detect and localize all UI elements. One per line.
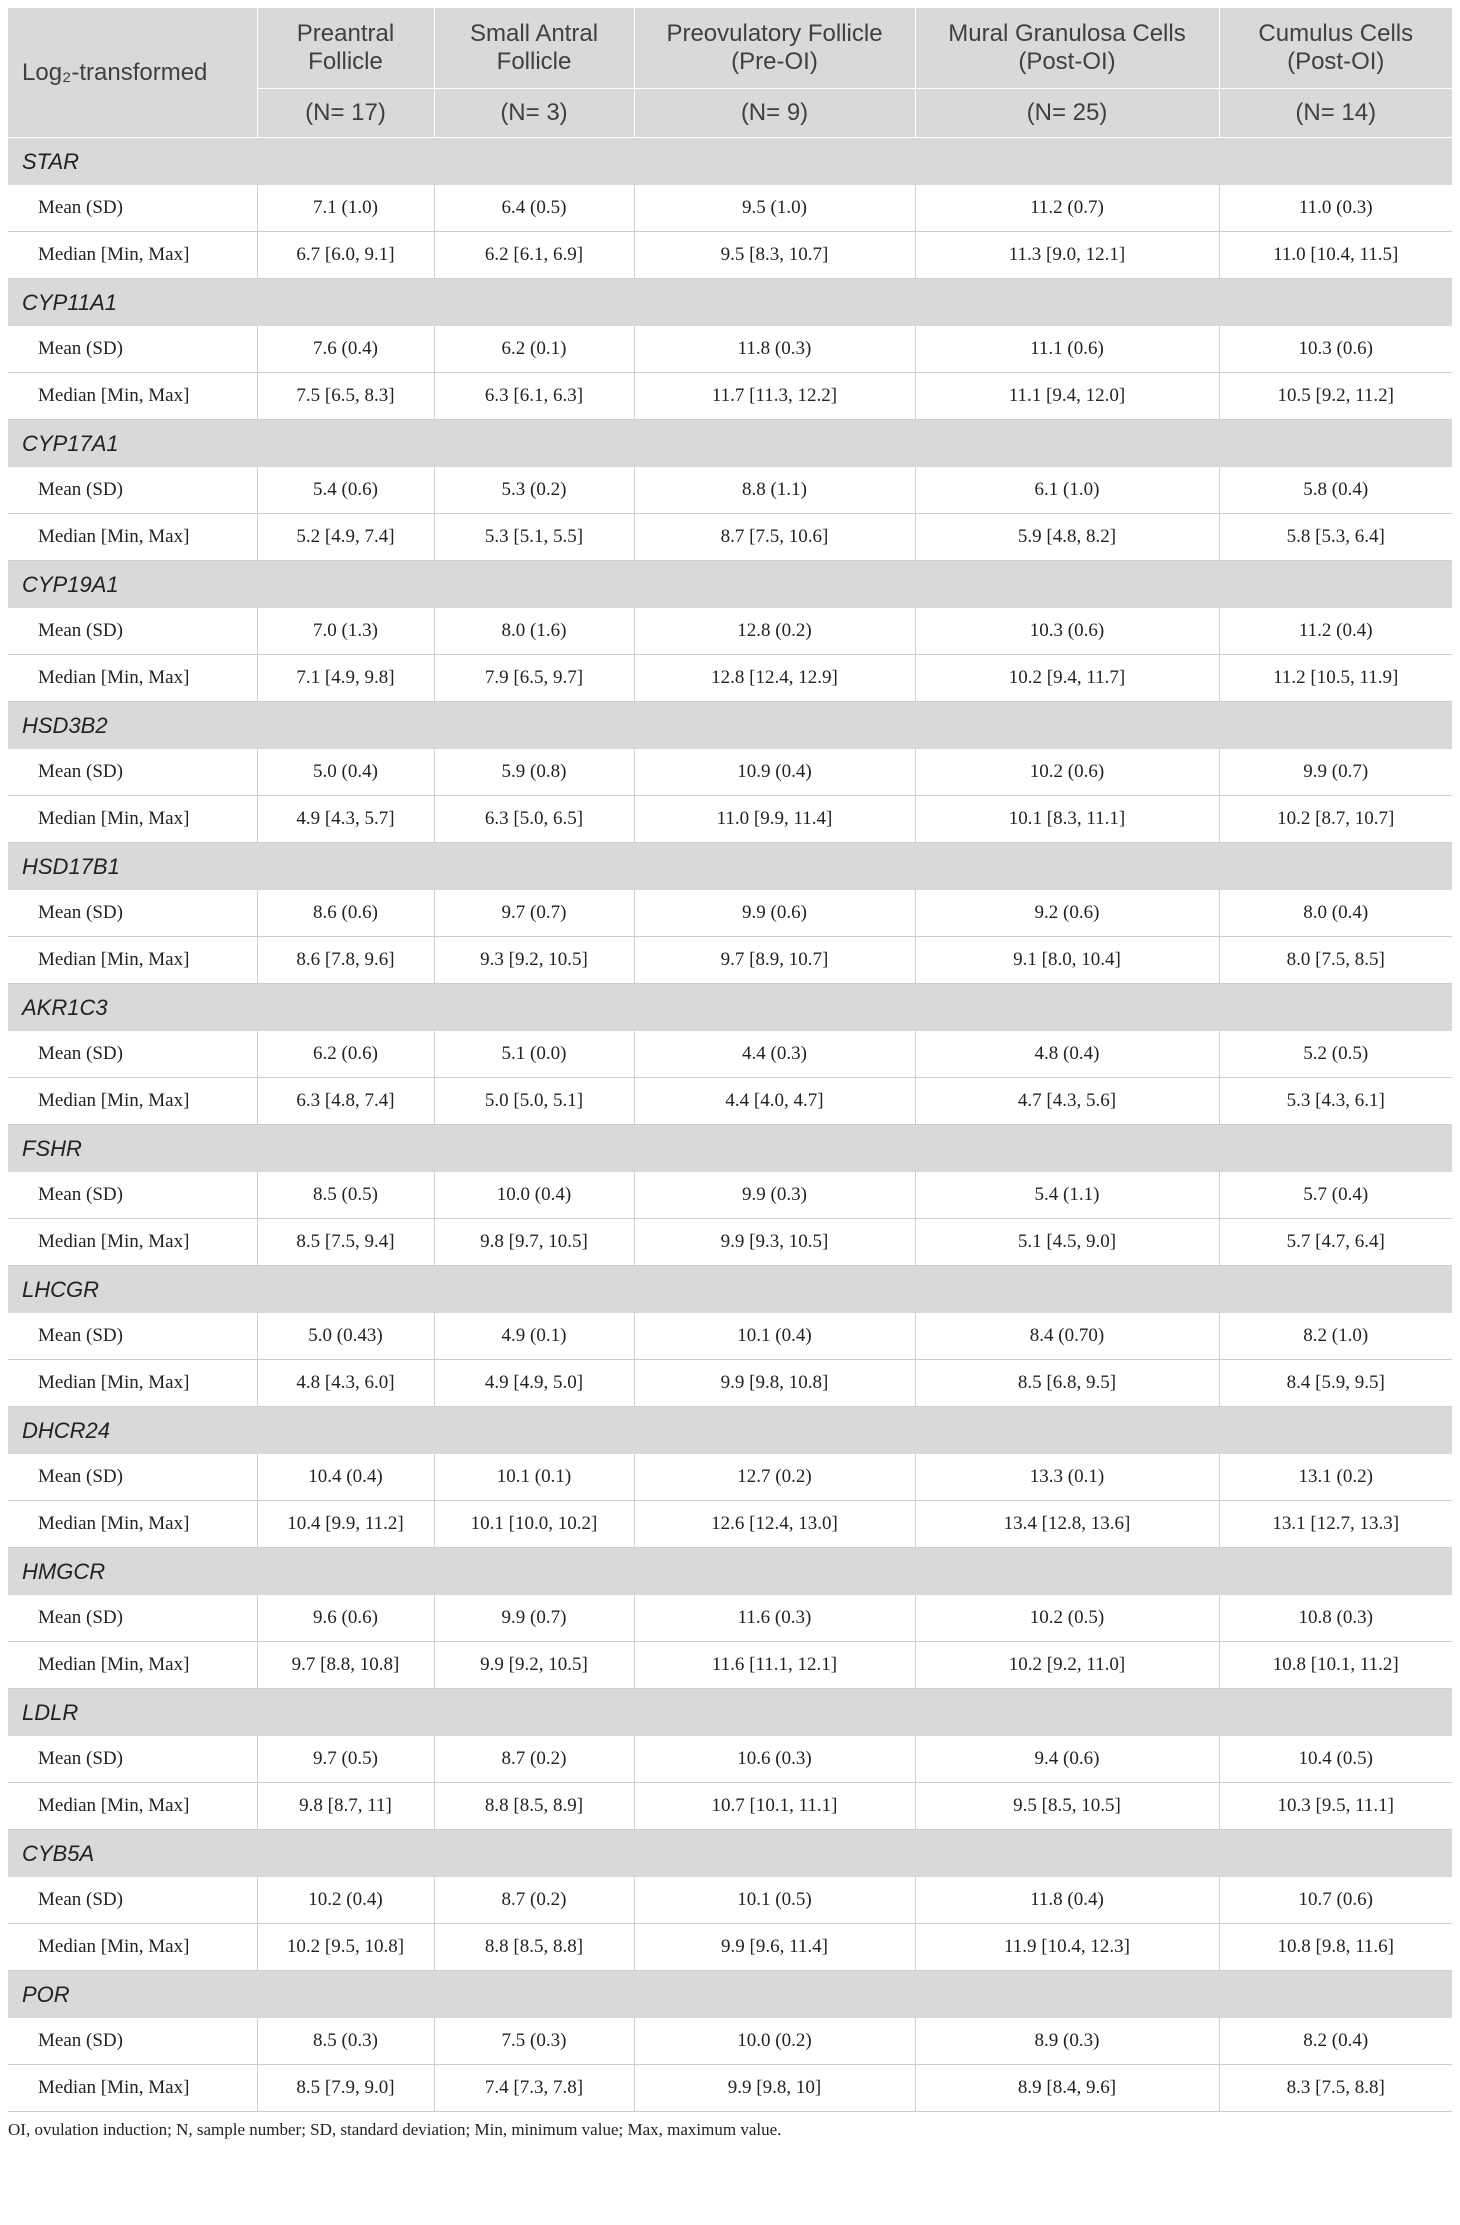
median-value-cell: 7.5 [6.5, 8.3] <box>257 373 434 420</box>
mean-value-cell: 11.2 (0.4) <box>1219 608 1452 655</box>
median-row <box>8 1642 1452 1689</box>
median-row <box>8 1360 1452 1407</box>
mean-value-cell: 9.9 (0.7) <box>434 1595 634 1642</box>
median-value-cell: 8.9 [8.4, 9.6] <box>915 2065 1219 2112</box>
mean-row <box>8 608 1452 655</box>
median-value-cell: 7.4 [7.3, 7.8] <box>434 2065 634 2112</box>
table-footnote: OI, ovulation induction; N, sample number; SD, standard deviation; Min, minimum value; Max, maximum value. <box>8 2120 782 2139</box>
median-label: Median [Min, Max] <box>8 1783 257 1830</box>
mean-value-cell: 10.1 (0.4) <box>634 1313 915 1360</box>
median-value-cell: 11.1 [9.4, 12.0] <box>915 373 1219 420</box>
mean-row <box>8 1172 1452 1219</box>
median-value-cell: 8.8 [8.5, 8.8] <box>434 1924 634 1971</box>
sample-count-mural-granulosa: (N= 25) <box>915 89 1219 138</box>
median-value-cell: 11.2 [10.5, 11.9] <box>1219 655 1452 702</box>
mean-value-cell: 10.0 (0.2) <box>634 2018 915 2065</box>
median-value-cell: 13.1 [12.7, 13.3] <box>1219 1501 1452 1548</box>
median-value-cell: 6.3 [6.1, 6.3] <box>434 373 634 420</box>
mean-value-cell: 5.2 (0.5) <box>1219 1031 1452 1078</box>
gene-name: LHCGR <box>8 1266 1452 1314</box>
median-value-cell: 11.6 [11.1, 12.1] <box>634 1642 915 1689</box>
median-value-cell: 7.1 [4.9, 9.8] <box>257 655 434 702</box>
mean-value-cell: 5.4 (0.6) <box>257 467 434 514</box>
gene-row <box>8 279 1452 327</box>
median-value-cell: 8.3 [7.5, 8.8] <box>1219 2065 1452 2112</box>
mean-label: Mean (SD) <box>8 890 257 937</box>
mean-value-cell: 6.2 (0.6) <box>257 1031 434 1078</box>
median-value-cell: 8.5 [7.5, 9.4] <box>257 1219 434 1266</box>
mean-value-cell: 8.2 (1.0) <box>1219 1313 1452 1360</box>
median-value-cell: 8.4 [5.9, 9.5] <box>1219 1360 1452 1407</box>
median-value-cell: 10.2 [9.2, 11.0] <box>915 1642 1219 1689</box>
mean-value-cell: 5.3 (0.2) <box>434 467 634 514</box>
mean-value-cell: 4.4 (0.3) <box>634 1031 915 1078</box>
mean-value-cell: 5.1 (0.0) <box>434 1031 634 1078</box>
median-value-cell: 11.0 [10.4, 11.5] <box>1219 232 1452 279</box>
median-value-cell: 12.8 [12.4, 12.9] <box>634 655 915 702</box>
mean-value-cell: 7.0 (1.3) <box>257 608 434 655</box>
mean-value-cell: 6.4 (0.5) <box>434 185 634 232</box>
mean-value-cell: 5.4 (1.1) <box>915 1172 1219 1219</box>
median-label: Median [Min, Max] <box>8 1078 257 1125</box>
gene-name: HSD17B1 <box>8 843 1452 891</box>
mean-value-cell: 7.5 (0.3) <box>434 2018 634 2065</box>
median-value-cell: 4.8 [4.3, 6.0] <box>257 1360 434 1407</box>
median-value-cell: 5.9 [4.8, 8.2] <box>915 514 1219 561</box>
median-value-cell: 7.9 [6.5, 9.7] <box>434 655 634 702</box>
mean-value-cell: 6.1 (1.0) <box>915 467 1219 514</box>
gene-name: AKR1C3 <box>8 984 1452 1032</box>
median-value-cell: 5.3 [4.3, 6.1] <box>1219 1078 1452 1125</box>
median-value-cell: 10.8 [10.1, 11.2] <box>1219 1642 1452 1689</box>
gene-row <box>8 984 1452 1032</box>
mean-row <box>8 1031 1452 1078</box>
median-row <box>8 796 1452 843</box>
mean-label: Mean (SD) <box>8 1454 257 1501</box>
mean-value-cell: 10.0 (0.4) <box>434 1172 634 1219</box>
mean-row <box>8 749 1452 796</box>
gene-row <box>8 561 1452 609</box>
gene-name: POR <box>8 1971 1452 2019</box>
median-value-cell: 8.5 [7.9, 9.0] <box>257 2065 434 2112</box>
mean-value-cell: 5.9 (0.8) <box>434 749 634 796</box>
median-value-cell: 6.2 [6.1, 6.9] <box>434 232 634 279</box>
median-value-cell: 6.3 [4.8, 7.4] <box>257 1078 434 1125</box>
mean-value-cell: 9.9 (0.7) <box>1219 749 1452 796</box>
median-value-cell: 4.4 [4.0, 4.7] <box>634 1078 915 1125</box>
gene-name: HSD3B2 <box>8 702 1452 750</box>
mean-value-cell: 10.6 (0.3) <box>634 1736 915 1783</box>
median-value-cell: 8.7 [7.5, 10.6] <box>634 514 915 561</box>
mean-value-cell: 8.0 (0.4) <box>1219 890 1452 937</box>
mean-value-cell: 12.8 (0.2) <box>634 608 915 655</box>
median-value-cell: 4.7 [4.3, 5.6] <box>915 1078 1219 1125</box>
median-value-cell: 8.8 [8.5, 8.9] <box>434 1783 634 1830</box>
mean-label: Mean (SD) <box>8 185 257 232</box>
gene-row <box>8 843 1452 891</box>
mean-label: Mean (SD) <box>8 749 257 796</box>
gene-row <box>8 1125 1452 1173</box>
column-header-cumulus: Cumulus Cells (Post-OI) <box>1219 8 1452 89</box>
median-value-cell: 9.9 [9.6, 11.4] <box>634 1924 915 1971</box>
median-value-cell: 10.4 [9.9, 11.2] <box>257 1501 434 1548</box>
median-value-cell: 5.0 [5.0, 5.1] <box>434 1078 634 1125</box>
mean-value-cell: 9.9 (0.3) <box>634 1172 915 1219</box>
mean-label: Mean (SD) <box>8 2018 257 2065</box>
median-value-cell: 8.6 [7.8, 9.6] <box>257 937 434 984</box>
gene-row <box>8 1971 1452 2019</box>
mean-value-cell: 10.8 (0.3) <box>1219 1595 1452 1642</box>
median-value-cell: 6.7 [6.0, 9.1] <box>257 232 434 279</box>
median-value-cell: 10.5 [9.2, 11.2] <box>1219 373 1452 420</box>
median-row <box>8 232 1452 279</box>
mean-label: Mean (SD) <box>8 1877 257 1924</box>
corner-header: Log₂-transformed <box>8 8 257 138</box>
gene-row <box>8 1407 1452 1455</box>
median-label: Median [Min, Max] <box>8 373 257 420</box>
median-value-cell: 9.8 [8.7, 11] <box>257 1783 434 1830</box>
median-value-cell: 10.1 [10.0, 10.2] <box>434 1501 634 1548</box>
median-value-cell: 9.7 [8.8, 10.8] <box>257 1642 434 1689</box>
median-row <box>8 655 1452 702</box>
mean-value-cell: 5.8 (0.4) <box>1219 467 1452 514</box>
mean-value-cell: 7.6 (0.4) <box>257 326 434 373</box>
mean-value-cell: 8.7 (0.2) <box>434 1877 634 1924</box>
mean-value-cell: 11.0 (0.3) <box>1219 185 1452 232</box>
median-label: Median [Min, Max] <box>8 1924 257 1971</box>
mean-row <box>8 2018 1452 2065</box>
gene-row <box>8 702 1452 750</box>
table-body <box>8 138 1452 2112</box>
median-value-cell: 9.1 [8.0, 10.4] <box>915 937 1219 984</box>
median-value-cell: 4.9 [4.9, 5.0] <box>434 1360 634 1407</box>
sample-count-preovulatory: (N= 9) <box>634 89 915 138</box>
gene-name: CYP17A1 <box>8 420 1452 468</box>
mean-row <box>8 326 1452 373</box>
gene-name: STAR <box>8 138 1452 186</box>
median-value-cell: 11.0 [9.9, 11.4] <box>634 796 915 843</box>
table-header <box>8 8 1452 138</box>
mean-label: Mean (SD) <box>8 326 257 373</box>
mean-value-cell: 9.9 (0.6) <box>634 890 915 937</box>
median-value-cell: 10.3 [9.5, 11.1] <box>1219 1783 1452 1830</box>
mean-row <box>8 890 1452 937</box>
median-value-cell: 5.7 [4.7, 6.4] <box>1219 1219 1452 1266</box>
median-value-cell: 10.8 [9.8, 11.6] <box>1219 1924 1452 1971</box>
median-row <box>8 1501 1452 1548</box>
median-value-cell: 4.9 [4.3, 5.7] <box>257 796 434 843</box>
mean-value-cell: 11.1 (0.6) <box>915 326 1219 373</box>
mean-value-cell: 11.6 (0.3) <box>634 1595 915 1642</box>
mean-value-cell: 7.1 (1.0) <box>257 185 434 232</box>
mean-value-cell: 10.4 (0.5) <box>1219 1736 1452 1783</box>
median-row <box>8 937 1452 984</box>
mean-value-cell: 11.8 (0.3) <box>634 326 915 373</box>
mean-value-cell: 8.7 (0.2) <box>434 1736 634 1783</box>
median-value-cell: 11.9 [10.4, 12.3] <box>915 1924 1219 1971</box>
median-label: Median [Min, Max] <box>8 1360 257 1407</box>
median-value-cell: 9.5 [8.5, 10.5] <box>915 1783 1219 1830</box>
mean-value-cell: 9.6 (0.6) <box>257 1595 434 1642</box>
gene-name: HMGCR <box>8 1548 1452 1596</box>
gene-name: CYB5A <box>8 1830 1452 1878</box>
mean-value-cell: 11.2 (0.7) <box>915 185 1219 232</box>
column-header-preovulatory: Preovulatory Follicle (Pre-OI) <box>634 8 915 89</box>
median-value-cell: 11.7 [11.3, 12.2] <box>634 373 915 420</box>
median-value-cell: 10.7 [10.1, 11.1] <box>634 1783 915 1830</box>
mean-label: Mean (SD) <box>8 1031 257 1078</box>
mean-value-cell: 12.7 (0.2) <box>634 1454 915 1501</box>
median-value-cell: 11.3 [9.0, 12.1] <box>915 232 1219 279</box>
column-header-mural-granulosa: Mural Granulosa Cells (Post-OI) <box>915 8 1219 89</box>
mean-value-cell: 10.2 (0.4) <box>257 1877 434 1924</box>
median-row <box>8 514 1452 561</box>
median-value-cell: 5.8 [5.3, 6.4] <box>1219 514 1452 561</box>
mean-label: Mean (SD) <box>8 1313 257 1360</box>
mean-value-cell: 8.2 (0.4) <box>1219 2018 1452 2065</box>
mean-value-cell: 8.5 (0.5) <box>257 1172 434 1219</box>
mean-row <box>8 1595 1452 1642</box>
mean-value-cell: 13.3 (0.1) <box>915 1454 1219 1501</box>
mean-row <box>8 467 1452 514</box>
median-row <box>8 1219 1452 1266</box>
mean-value-cell: 9.7 (0.7) <box>434 890 634 937</box>
gene-name: CYP19A1 <box>8 561 1452 609</box>
median-row <box>8 1924 1452 1971</box>
median-row <box>8 1078 1452 1125</box>
median-value-cell: 10.2 [9.4, 11.7] <box>915 655 1219 702</box>
mean-value-cell: 8.4 (0.70) <box>915 1313 1219 1360</box>
median-label: Median [Min, Max] <box>8 1219 257 1266</box>
median-value-cell: 13.4 [12.8, 13.6] <box>915 1501 1219 1548</box>
median-value-cell: 10.2 [9.5, 10.8] <box>257 1924 434 1971</box>
median-label: Median [Min, Max] <box>8 937 257 984</box>
median-label: Median [Min, Max] <box>8 232 257 279</box>
mean-value-cell: 8.9 (0.3) <box>915 2018 1219 2065</box>
median-label: Median [Min, Max] <box>8 796 257 843</box>
sample-count-small-antral: (N= 3) <box>434 89 634 138</box>
median-value-cell: 5.1 [4.5, 9.0] <box>915 1219 1219 1266</box>
median-value-cell: 12.6 [12.4, 13.0] <box>634 1501 915 1548</box>
mean-value-cell: 5.7 (0.4) <box>1219 1172 1452 1219</box>
mean-value-cell: 4.8 (0.4) <box>915 1031 1219 1078</box>
mean-value-cell: 8.8 (1.1) <box>634 467 915 514</box>
median-row <box>8 2065 1452 2112</box>
median-value-cell: 5.3 [5.1, 5.5] <box>434 514 634 561</box>
gene-row <box>8 138 1452 186</box>
gene-row <box>8 1689 1452 1737</box>
median-value-cell: 5.2 [4.9, 7.4] <box>257 514 434 561</box>
gene-name: FSHR <box>8 1125 1452 1173</box>
gene-row <box>8 1548 1452 1596</box>
mean-label: Mean (SD) <box>8 1595 257 1642</box>
gene-row <box>8 1830 1452 1878</box>
median-value-cell: 8.5 [6.8, 9.5] <box>915 1360 1219 1407</box>
median-value-cell: 9.9 [9.2, 10.5] <box>434 1642 634 1689</box>
median-label: Median [Min, Max] <box>8 2065 257 2112</box>
mean-label: Mean (SD) <box>8 1172 257 1219</box>
median-label: Median [Min, Max] <box>8 1642 257 1689</box>
mean-value-cell: 10.1 (0.1) <box>434 1454 634 1501</box>
median-value-cell: 10.2 [8.7, 10.7] <box>1219 796 1452 843</box>
median-label: Median [Min, Max] <box>8 655 257 702</box>
mean-label: Mean (SD) <box>8 608 257 655</box>
mean-value-cell: 9.4 (0.6) <box>915 1736 1219 1783</box>
mean-value-cell: 13.1 (0.2) <box>1219 1454 1452 1501</box>
sample-count-cumulus: (N= 14) <box>1219 89 1452 138</box>
mean-value-cell: 5.0 (0.43) <box>257 1313 434 1360</box>
median-label: Median [Min, Max] <box>8 514 257 561</box>
mean-value-cell: 5.0 (0.4) <box>257 749 434 796</box>
mean-value-cell: 8.0 (1.6) <box>434 608 634 655</box>
mean-row <box>8 1454 1452 1501</box>
mean-value-cell: 9.2 (0.6) <box>915 890 1219 937</box>
median-value-cell: 9.8 [9.7, 10.5] <box>434 1219 634 1266</box>
gene-name: CYP11A1 <box>8 279 1452 327</box>
median-row <box>8 373 1452 420</box>
gene-row <box>8 420 1452 468</box>
mean-value-cell: 10.7 (0.6) <box>1219 1877 1452 1924</box>
median-value-cell: 9.9 [9.8, 10.8] <box>634 1360 915 1407</box>
mean-value-cell: 9.5 (1.0) <box>634 185 915 232</box>
gene-row <box>8 1266 1452 1314</box>
mean-value-cell: 8.5 (0.3) <box>257 2018 434 2065</box>
mean-value-cell: 10.2 (0.6) <box>915 749 1219 796</box>
median-value-cell: 9.5 [8.3, 10.7] <box>634 232 915 279</box>
column-header-small-antral: Small Antral Follicle <box>434 8 634 89</box>
mean-row <box>8 1877 1452 1924</box>
mean-value-cell: 10.9 (0.4) <box>634 749 915 796</box>
mean-value-cell: 6.2 (0.1) <box>434 326 634 373</box>
mean-value-cell: 10.3 (0.6) <box>915 608 1219 655</box>
median-value-cell: 9.7 [8.9, 10.7] <box>634 937 915 984</box>
mean-value-cell: 8.6 (0.6) <box>257 890 434 937</box>
mean-label: Mean (SD) <box>8 1736 257 1783</box>
median-row <box>8 1783 1452 1830</box>
median-value-cell: 10.1 [8.3, 11.1] <box>915 796 1219 843</box>
mean-value-cell: 4.9 (0.1) <box>434 1313 634 1360</box>
gene-name: DHCR24 <box>8 1407 1452 1455</box>
median-value-cell: 9.3 [9.2, 10.5] <box>434 937 634 984</box>
gene-name: LDLR <box>8 1689 1452 1737</box>
median-value-cell: 8.0 [7.5, 8.5] <box>1219 937 1452 984</box>
expression-table-container <box>8 8 1452 2140</box>
expression-table <box>8 8 1452 2112</box>
mean-value-cell: 9.7 (0.5) <box>257 1736 434 1783</box>
median-value-cell: 6.3 [5.0, 6.5] <box>434 796 634 843</box>
mean-value-cell: 10.2 (0.5) <box>915 1595 1219 1642</box>
median-value-cell: 9.9 [9.8, 10] <box>634 2065 915 2112</box>
mean-value-cell: 10.1 (0.5) <box>634 1877 915 1924</box>
sample-count-preantral: (N= 17) <box>257 89 434 138</box>
mean-row <box>8 185 1452 232</box>
mean-value-cell: 10.4 (0.4) <box>257 1454 434 1501</box>
mean-value-cell: 10.3 (0.6) <box>1219 326 1452 373</box>
mean-label: Mean (SD) <box>8 467 257 514</box>
median-value-cell: 9.9 [9.3, 10.5] <box>634 1219 915 1266</box>
column-header-preantral: Preantral Follicle <box>257 8 434 89</box>
mean-row <box>8 1736 1452 1783</box>
median-label: Median [Min, Max] <box>8 1501 257 1548</box>
mean-row <box>8 1313 1452 1360</box>
mean-value-cell: 11.8 (0.4) <box>915 1877 1219 1924</box>
